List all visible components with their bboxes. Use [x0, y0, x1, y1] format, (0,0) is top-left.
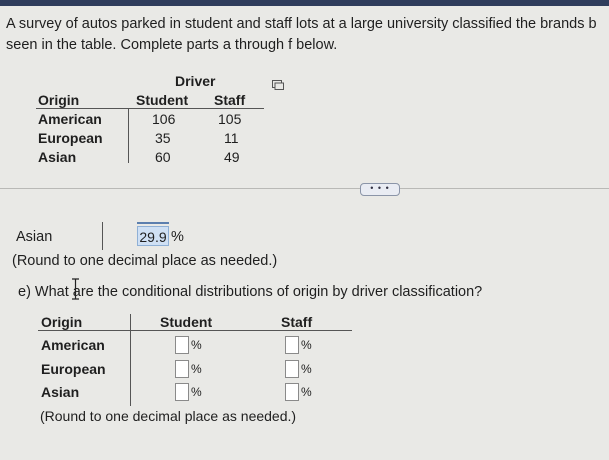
- problem-line-1: A survey of autos parked in student and staff lots at a large university classified the brands b: [6, 16, 597, 32]
- problem-statement: [6, 14, 606, 56]
- parte-row-asian: Asian: [41, 384, 80, 400]
- american-staff-input[interactable]: [285, 336, 299, 354]
- partd-row-label: Asian: [16, 229, 53, 245]
- european-staff-percent: %: [301, 362, 312, 376]
- problem-line-2: seen in the table. Complete parts a through f below.: [6, 37, 338, 53]
- asian-student-percent: %: [191, 385, 202, 399]
- parte-column-rule: [130, 314, 131, 406]
- partd-rounding-note: (Round to one decimal place as needed.): [12, 253, 278, 269]
- more-button[interactable]: • • •: [360, 183, 400, 196]
- partd-column-rule: [102, 222, 103, 250]
- parte-origin-header: Origin: [41, 314, 83, 330]
- row-staff-asian: 49: [224, 149, 240, 165]
- header-rule: [36, 108, 264, 109]
- row-staff-american: 105: [218, 111, 242, 127]
- row-student-european: 35: [155, 130, 171, 146]
- asian-staff-input[interactable]: [285, 383, 299, 401]
- column-rule: [128, 108, 129, 163]
- parte-row-european: European: [41, 361, 106, 377]
- copy-table-icon[interactable]: [272, 80, 284, 90]
- parte-header-rule: [38, 330, 352, 331]
- european-student-input[interactable]: [175, 360, 189, 378]
- american-staff-percent: %: [301, 338, 312, 352]
- parte-rounding-note: (Round to one decimal place as needed.): [40, 408, 297, 424]
- parte-row-american: American: [41, 337, 105, 353]
- row-student-asian: 60: [155, 149, 171, 165]
- row-student-american: 106: [152, 111, 176, 127]
- row-staff-european: 11: [224, 130, 239, 146]
- text-cursor-icon: [71, 278, 80, 300]
- american-student-percent: %: [191, 338, 202, 352]
- partd-percent-sign: %: [171, 229, 184, 245]
- asian-student-input[interactable]: [175, 383, 189, 401]
- row-origin-european: European: [38, 130, 103, 146]
- driver-header: Driver: [175, 73, 216, 89]
- origin-header: Origin: [38, 92, 80, 108]
- top-bar: [0, 0, 609, 6]
- student-header: Student: [136, 92, 189, 108]
- section-divider: [0, 188, 609, 189]
- answer-highlight-bar: [137, 222, 169, 224]
- parte-staff-header: Staff: [281, 314, 313, 330]
- partd-answer-field[interactable]: 29.9: [137, 226, 169, 246]
- american-student-input[interactable]: [175, 336, 189, 354]
- parte-student-header: Student: [160, 314, 213, 330]
- asian-staff-percent: %: [301, 385, 312, 399]
- parte-question: e) What are the conditional distributions of origin by driver classification?: [18, 284, 483, 300]
- staff-header: Staff: [214, 92, 246, 108]
- row-origin-american: American: [38, 111, 102, 127]
- european-student-percent: %: [191, 362, 202, 376]
- european-staff-input[interactable]: [285, 360, 299, 378]
- row-origin-asian: Asian: [38, 149, 77, 165]
